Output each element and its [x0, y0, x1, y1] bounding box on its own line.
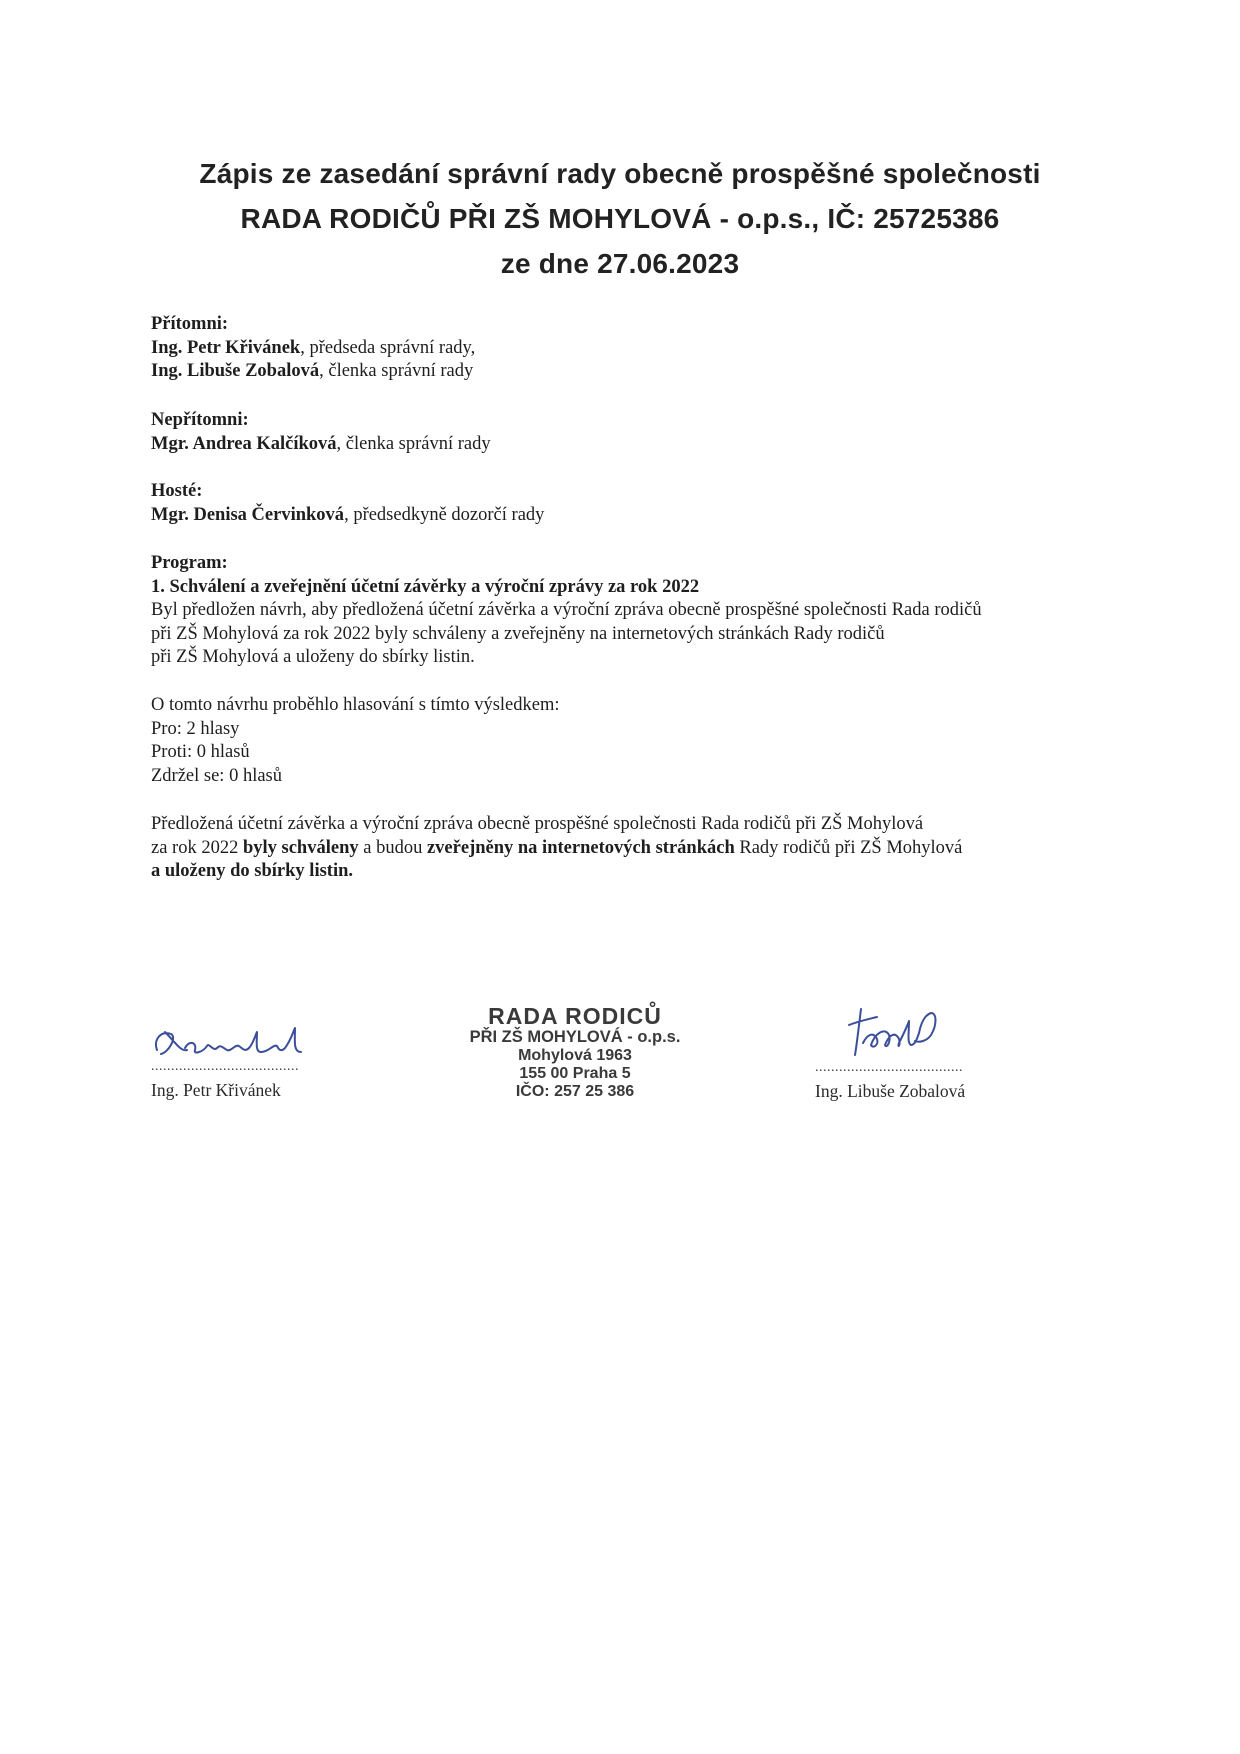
present-label: Přítomni: — [151, 314, 229, 334]
vote-intro: O tomto návrhu proběhlo hlasování s tímto výsledkem: — [151, 695, 560, 715]
guests-label: Hosté: — [151, 481, 203, 501]
proposal-line: Byl předložen návrh, aby předložená účetní závěrka a výroční zpráva obecně prospěšné společnosti Rada rodičů — [151, 600, 982, 620]
document-date: ze dne 27.06.2023 — [500, 248, 740, 279]
present-member: Ing. Libuše Zobalová, členka správní rady — [151, 361, 474, 381]
guests-section — [151, 480, 1111, 527]
absent-label: Nepřítomni: — [151, 410, 249, 430]
present-section — [151, 313, 1111, 384]
handwritten-signature-right — [815, 1005, 995, 1063]
signature-name-right: Ing. Libuše Zobalová — [815, 1081, 966, 1101]
program-label: Program: — [151, 553, 228, 573]
proposal-line: při ZŠ Mohylová a uloženy do sbírky listin. — [151, 647, 475, 667]
document-title-line-2: RADA RODIČŮ PŘI ZŠ MOHYLOVÁ - o.p.s., IČ: 25725386 — [240, 203, 1000, 234]
stamp-line: RADA RODICŮ — [488, 1003, 662, 1029]
stamp-line: IČO: 257 25 386 — [515, 1083, 635, 1100]
handwritten-signature-left — [151, 1022, 321, 1062]
program-item-title: 1. Schválení a zveřejnění účetní závěrky a výroční zprávy za rok 2022 — [151, 576, 700, 597]
document-title-line-1: Zápis ze zasedání správní rady obecně prospěšné společnosti — [199, 158, 1041, 189]
organization-stamp — [440, 1004, 710, 1101]
signature-left — [151, 1022, 331, 1101]
vote-abstain: Zdržel se: 0 hlasů — [151, 765, 282, 786]
result-line: za rok 2022 byly schváleny a budou zveřejněny na internetových stránkách Rady rodičů při ZŠ Mohylová — [151, 837, 963, 858]
absent-section — [151, 409, 1111, 456]
present-member: Ing. Petr Křivánek, předseda správní rady, — [151, 337, 476, 358]
vote-for: Pro: 2 hlasy — [151, 718, 240, 739]
signature-name-left: Ing. Petr Křivánek — [151, 1080, 281, 1100]
absent-member: Mgr. Andrea Kalčíková, členka správní rady — [151, 433, 491, 454]
signature-line-right: ..................................... — [815, 1060, 963, 1075]
proposal-line: při ZŠ Mohylová za rok 2022 byly schváleny a zveřejněny na internetových stránkách Rady rodičů — [151, 623, 885, 644]
stamp-line: PŘI ZŠ MOHYLOVÁ - o.p.s. — [469, 1028, 681, 1046]
result-section — [151, 813, 1111, 884]
signature-line-left: ..................................... — [151, 1059, 299, 1074]
stamp-line: Mohylová 1963 — [518, 1047, 632, 1064]
result-line: a uloženy do sbírky listin. — [151, 861, 354, 881]
signature-right — [815, 1005, 1005, 1102]
result-line: Předložená účetní závěrka a výroční zpráva obecně prospěšné společnosti Rada rodičů při ZŠ Mohylová — [151, 814, 924, 834]
program-section — [151, 552, 1111, 670]
stamp-line: 155 00 Praha 5 — [519, 1065, 631, 1082]
vote-section — [151, 694, 1111, 788]
guest-member: Mgr. Denisa Červinková, předsedkyně dozorčí rady — [151, 504, 545, 525]
vote-against: Proti: 0 hlasů — [151, 742, 250, 762]
